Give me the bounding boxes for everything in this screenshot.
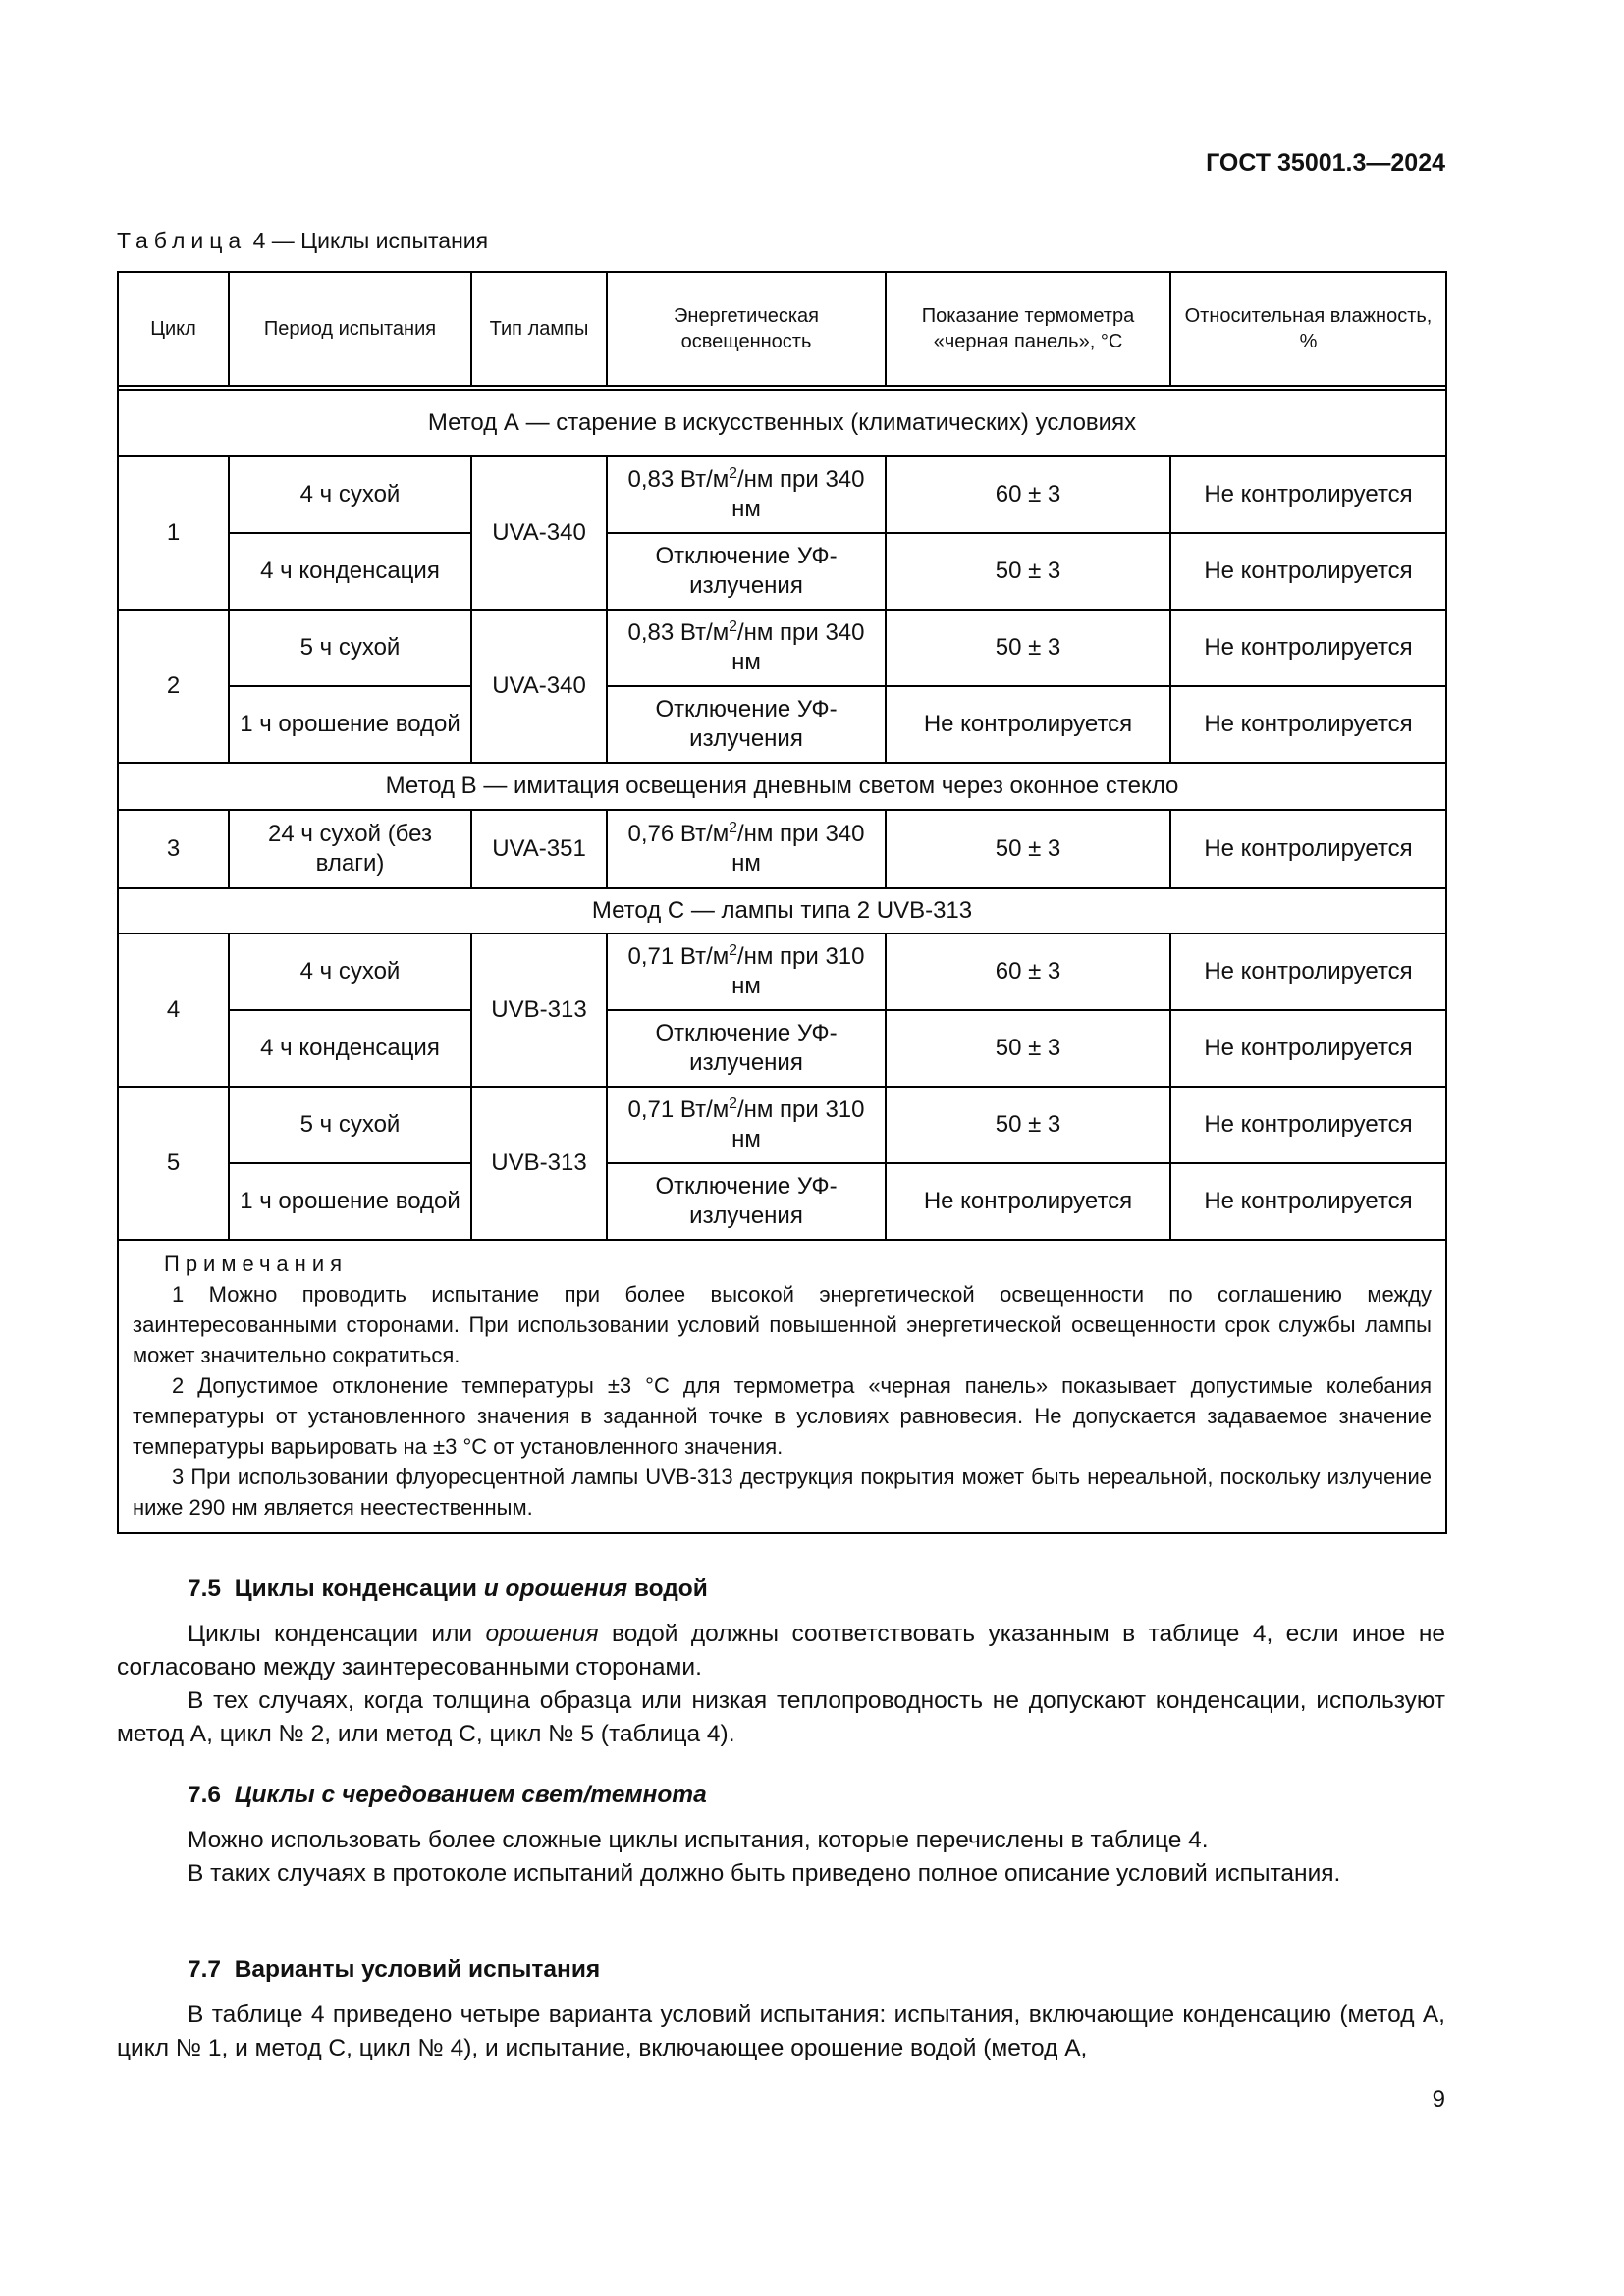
irradiance-cell: 0,83 $Вт/м^2/нм$ при 340 нм	[607, 610, 886, 686]
irradiance-cell: Отключение УФ-излучения	[607, 686, 886, 763]
section-7-7	[117, 1953, 1445, 2065]
temperature-cell: Не контролируется	[886, 1163, 1170, 1240]
paragraph: В таблице 4 приведено четыре варианта условий испытания: испытания, включающие конденсацию (метод А, цикл № 1, и метод С, цикл № 4), и испытание, включающее орошение водой (метод А,	[117, 2002, 1445, 2061]
temperature-cell: 50 ± 3	[886, 1010, 1170, 1087]
page-number: 9	[1432, 2086, 1445, 2112]
table-row	[118, 610, 1446, 686]
lamp-cell: UVA-340	[471, 610, 607, 763]
table-notes	[118, 1240, 1446, 1533]
humidity-cell: Не контролируется	[1170, 610, 1446, 686]
temperature-cell: 50 ± 3	[886, 810, 1170, 888]
paragraph: В таких случаях в протоколе испытаний должно быть приведено полное описание условий испытания.	[188, 1860, 1341, 1887]
period-cell: 4 ч сухой	[229, 456, 471, 533]
humidity-cell: Не контролируется	[1170, 1163, 1446, 1240]
table-caption	[117, 228, 488, 254]
table-row	[118, 533, 1446, 610]
cycle-number: 2	[118, 610, 229, 763]
column-header: Показание термометра «черная панель», °С	[886, 272, 1170, 386]
paragraph: Циклы конденсации или орошения водой должны соответствовать указанным в таблице 4, если иное не согласовано между заинтересованными сторонами.	[117, 1621, 1445, 1681]
table-row	[118, 1087, 1446, 1163]
notes-row	[118, 1240, 1446, 1533]
irradiance-cell: 0,71 $Вт/м^2/нм$ при 310 нм	[607, 1087, 886, 1163]
column-header: Относительная влажность, %	[1170, 272, 1446, 386]
period-cell: 5 ч сухой	[229, 610, 471, 686]
section-heading: 7.6 Циклы с чередованием свет/темнота	[188, 1782, 707, 1808]
method-row	[118, 888, 1446, 934]
temperature-cell: 60 ± 3	[886, 934, 1170, 1010]
table-caption-title: 4 — Циклы испытания	[252, 228, 489, 253]
period-cell: 5 ч сухой	[229, 1087, 471, 1163]
lamp-cell: UVA-340	[471, 456, 607, 610]
method-row	[118, 763, 1446, 810]
humidity-cell: Не контролируется	[1170, 1087, 1446, 1163]
note-3: 3 При использовании флуоресцентной лампы UVB-313 деструкция покрытия может быть нереальной, поскольку излучение ниже 290 нм является неестественным.	[133, 1465, 1432, 1520]
temperature-cell: 60 ± 3	[886, 456, 1170, 533]
cycle-number: 5	[118, 1087, 229, 1240]
period-cell: 4 ч сухой	[229, 934, 471, 1010]
period-cell: 4 ч конденсация	[229, 533, 471, 610]
cycle-number: 1	[118, 456, 229, 610]
irradiance-cell: 0,83 $Вт/м^2/нм$ при 340 нм	[607, 456, 886, 533]
irradiance-cell: Отключение УФ-излучения	[607, 1010, 886, 1087]
column-header: Энергетическая освещенность	[607, 272, 886, 386]
column-header: Цикл	[118, 272, 229, 386]
table-header-row	[118, 272, 1446, 386]
method-row	[118, 390, 1446, 456]
notes-title: Примечания	[164, 1252, 349, 1276]
irradiance-cell: 0,71 $Вт/м^2/нм$ при 310 нм	[607, 934, 886, 1010]
cycle-number: 4	[118, 934, 229, 1087]
irradiance-cell: Отключение УФ-излучения	[607, 533, 886, 610]
method-a-label: Метод А — старение в искусственных (климатических) условиях	[118, 390, 1446, 456]
column-header: Тип лампы	[471, 272, 607, 386]
paragraph: Можно использовать более сложные циклы испытания, которые перечислены в таблице 4.	[188, 1827, 1209, 1853]
method-c-label: Метод С — лампы типа 2 UVB-313	[118, 888, 1446, 934]
table-row	[118, 686, 1446, 763]
note-1: 1 Можно проводить испытание при более высокой энергетической освещенности по соглашению между заинтересованными сторонами. При использовании условий повышенной энергетической освещенности срок службы лампы может значительно сократиться.	[133, 1282, 1432, 1367]
temperature-cell: 50 ± 3	[886, 533, 1170, 610]
humidity-cell: Не контролируется	[1170, 686, 1446, 763]
table-row	[118, 934, 1446, 1010]
paragraph: В тех случаях, когда толщина образца или низкая теплопроводность не допускают конденсации, используют метод А, цикл № 2, или метод С, цикл № 5 (таблица 4).	[117, 1687, 1445, 1747]
temperature-cell: 50 ± 3	[886, 610, 1170, 686]
lamp-cell: UVB-313	[471, 934, 607, 1087]
period-cell: 4 ч конденсация	[229, 1010, 471, 1087]
table-row	[118, 810, 1446, 888]
section-7-5	[117, 1573, 1445, 1751]
test-cycles-table	[117, 271, 1447, 1534]
temperature-cell: 50 ± 3	[886, 1087, 1170, 1163]
period-cell: 24 ч сухой (без влаги)	[229, 810, 471, 888]
table-row	[118, 1163, 1446, 1240]
table-caption-label: Таблица	[117, 228, 247, 253]
section-7-6	[117, 1779, 1445, 1891]
period-cell: 1 ч орошение водой	[229, 1163, 471, 1240]
document-id: ГОСТ 35001.3—2024	[1206, 149, 1445, 177]
table-row	[118, 456, 1446, 533]
note-2: 2 Допустимое отклонение температуры ±3 °С для термометра «черная панель» показывает допустимые колебания температуры от установленного значения в заданной точке в условиях равновесия. Не допускается задаваемое значение температуры варьировать на ±3 °С от установленного значения.	[133, 1373, 1432, 1459]
column-header: Период испытания	[229, 272, 471, 386]
irradiance-cell: 0,76 $Вт/м^2/нм$ при 340 нм	[607, 810, 886, 888]
section-heading: 7.7 Варианты условий испытания	[188, 1956, 601, 1983]
humidity-cell: Не контролируется	[1170, 810, 1446, 888]
lamp-cell: UVB-313	[471, 1087, 607, 1240]
table-row	[118, 1010, 1446, 1087]
cycle-number: 3	[118, 810, 229, 888]
humidity-cell: Не контролируется	[1170, 1010, 1446, 1087]
period-cell: 1 ч орошение водой	[229, 686, 471, 763]
method-b-label: Метод В — имитация освещения дневным светом через оконное стекло	[118, 763, 1446, 810]
temperature-cell: Не контролируется	[886, 686, 1170, 763]
humidity-cell: Не контролируется	[1170, 456, 1446, 533]
humidity-cell: Не контролируется	[1170, 934, 1446, 1010]
lamp-cell: UVA-351	[471, 810, 607, 888]
humidity-cell: Не контролируется	[1170, 533, 1446, 610]
section-heading: 7.5 Циклы конденсации и орошения водой	[188, 1575, 708, 1602]
irradiance-cell: Отключение УФ-излучения	[607, 1163, 886, 1240]
